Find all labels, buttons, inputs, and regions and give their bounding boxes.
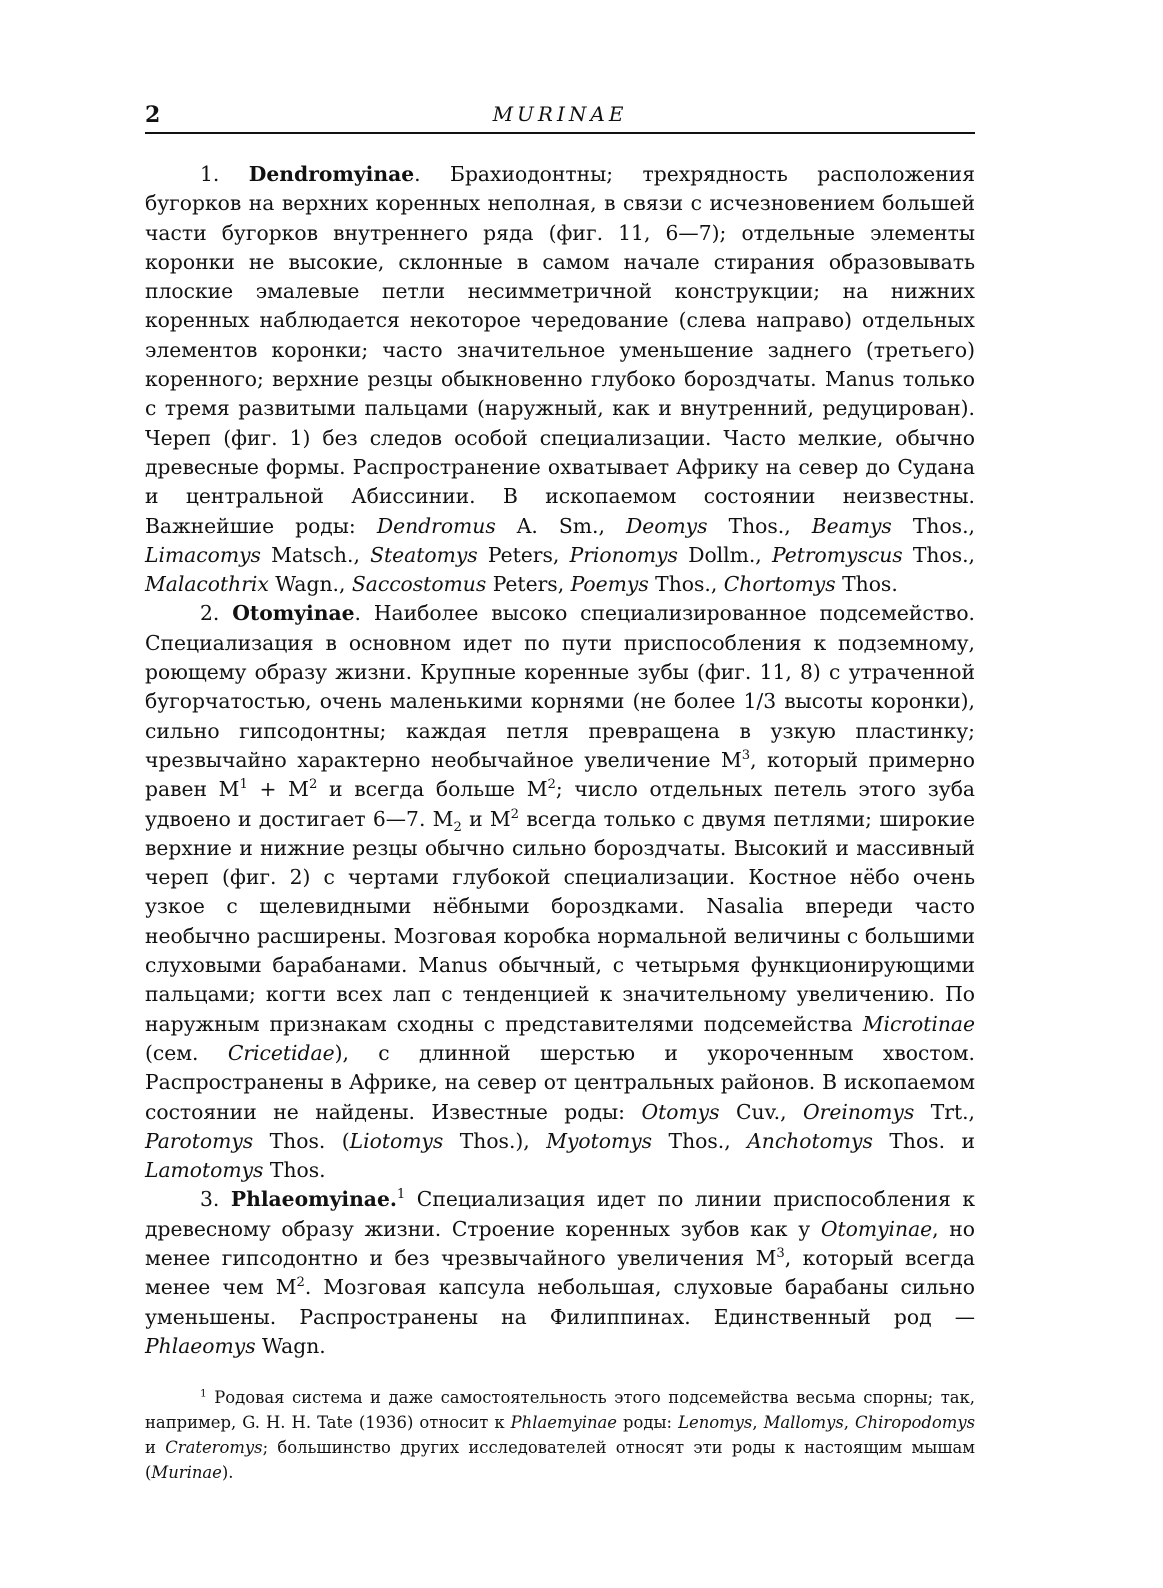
page-header xyxy=(145,98,975,134)
paragraph-text: . Наиболее высоко специализированное подсемейство. Специализация в основном идет по пути приспособления к подземному, роющему образу жизни. Крупные коренные зубы (фиг. 11, 8) с утраченной бугорчатостью, очень маленькими корнями (не более xyxy=(145,601,975,714)
genus-name: Petromyscus xyxy=(771,542,903,567)
body-text xyxy=(145,160,975,1361)
genus-author: Thos., xyxy=(652,1128,748,1153)
genus-name: Phlaeomys xyxy=(145,1333,256,1358)
paragraph-text: , но менее гипсодонтно и без чрезвычайного увеличения M xyxy=(145,1216,976,1270)
footnote-text: роды: xyxy=(617,1413,679,1433)
genus-author: Dollm., xyxy=(677,542,772,567)
paragraph-text: ), с длинной шерстью и укороченным хвостом. Распространены в Африке, на север от центральных районов. В ископаемом состоянии не найдены. Известные роды: xyxy=(145,1040,975,1124)
genus-author: Matsch., xyxy=(260,542,371,567)
section-number: 2. xyxy=(200,601,220,626)
genus-author: A. Sm., xyxy=(495,513,626,538)
footnote-marker: 1 xyxy=(200,1386,207,1400)
superscript: 2 xyxy=(296,1275,305,1291)
paragraph-text: . Мозговая капсула небольшая, слуховые барабаны сильно уменьшены. Распространены на Филиппинах. Единственный род — xyxy=(145,1275,975,1329)
taxon-name: Cricetidae xyxy=(227,1040,335,1065)
genus-name: Poemys xyxy=(570,572,649,597)
taxon-name: Phlaemyinae xyxy=(510,1413,618,1433)
page-number: 2 xyxy=(145,102,161,128)
section-number: 1. xyxy=(200,162,220,186)
footnote-text: ; большинство других исследователей относят эти роды к настоящим мышам ( xyxy=(145,1438,976,1483)
taxon-name: Murinae xyxy=(151,1463,222,1483)
genus-author: Cuv., xyxy=(719,1099,804,1124)
superscript: 1 xyxy=(239,777,248,793)
footnote-text: , xyxy=(752,1413,764,1433)
genus-author: Thos., xyxy=(902,542,975,567)
superscript: 2 xyxy=(308,777,318,793)
paragraph-text: , который примерно равен M xyxy=(145,747,975,802)
subfamily-name: Phlaeomyinae. xyxy=(230,1187,397,1212)
footnotes xyxy=(145,1385,975,1485)
paragraph-text: (сем. xyxy=(145,1040,228,1065)
genus-author: Thos., xyxy=(891,513,975,538)
genus-name: Prionomys xyxy=(569,542,678,567)
subscript: 2 xyxy=(453,819,462,835)
genus-name: Beamys xyxy=(811,513,892,538)
genus-author: Peters, xyxy=(486,572,571,597)
paragraph-text: , который всегда менее чем M xyxy=(145,1245,975,1300)
superscript: 3 xyxy=(776,1246,785,1262)
genus-name: Liotomys xyxy=(349,1128,444,1153)
genus-name: Dendromus xyxy=(376,513,496,538)
paragraph-dendromyinae xyxy=(145,160,975,599)
genus-name: Saccostomus xyxy=(351,572,487,597)
genus-name: Crateromys xyxy=(165,1438,263,1458)
genus-name: Malacothrix xyxy=(145,572,269,597)
genus-author: Thos. xyxy=(835,572,898,597)
genus-name: Steatomys xyxy=(370,542,478,567)
superscript: 2 xyxy=(510,806,520,822)
genus-name: Parotomys xyxy=(145,1128,254,1153)
footnote-marker: 1 xyxy=(396,1187,406,1203)
page xyxy=(145,98,975,1485)
footnote-text: и xyxy=(145,1438,166,1458)
paragraph-text: Специализация идет по линии приспособления к древесному образу жизни. Строение коренных зубов как у xyxy=(145,1187,975,1241)
genus-author: Wagn., xyxy=(268,572,352,597)
genus-name: Lamotomys xyxy=(145,1158,264,1183)
genus-author: Thos., xyxy=(707,513,812,538)
paragraph-phlaeomyinae xyxy=(145,1185,975,1361)
genus-author: Thos. xyxy=(263,1158,326,1183)
genus-name: Lenomys xyxy=(678,1413,753,1433)
paragraph-text: и M xyxy=(461,806,511,831)
footnote-text: ). xyxy=(221,1463,234,1483)
subfamily-name: Dendromyinae xyxy=(248,162,415,186)
genus-author: Thos., xyxy=(648,572,724,597)
genus-name: Anchotomys xyxy=(747,1128,873,1153)
paragraph-otomyinae xyxy=(145,599,975,1185)
paragraph-text: высоты коронки), сильно гипсодонтны; каждая петля превращена в узкую пластинку; чрезвычайно характерно необычайное увеличение M xyxy=(145,689,975,772)
superscript: 3 xyxy=(741,748,751,764)
genus-name: Mallomys xyxy=(763,1413,844,1433)
genus-name: Deomys xyxy=(625,513,708,538)
genus-author: Thos. ( xyxy=(253,1128,350,1153)
subfamily-name: Otomyinae xyxy=(232,601,355,626)
footnote xyxy=(145,1385,975,1485)
paragraph-text: Wagn. xyxy=(255,1333,326,1358)
genus-name: Oreinomys xyxy=(803,1099,915,1124)
paragraph-text: + M xyxy=(247,777,309,802)
genus-author: Thos. и xyxy=(872,1128,975,1153)
genus-name: Otomys xyxy=(641,1099,720,1124)
genus-author: Peters, xyxy=(477,542,570,567)
genus-name: Myotomys xyxy=(546,1128,653,1153)
taxon-name: Microtinae xyxy=(862,1011,975,1036)
fraction: 1/3 xyxy=(743,689,777,714)
genus-name: Chiropodomys xyxy=(855,1413,975,1433)
taxon-name: Otomyinae xyxy=(820,1216,933,1241)
genus-author: Thos.), xyxy=(443,1128,547,1153)
footnote-text: Родовая система и даже самостоятельность этого подсемейства весьма спорны; так, например, G. H. H. Tate (1936) относит к xyxy=(145,1388,975,1433)
section-number: 3. xyxy=(200,1187,220,1212)
paragraph-text: . Брахиодонтны; трехрядность расположения бугорков на верхних коренных неполная, в связи с исчезновением большей части бугорков внутреннего ряда (фиг. 11, 6—7); отдельные элементы коронки не высокие, склонные в самом начале стирания образовывать плоские эмалевые петли несимметричной конструкции; на нижних коренных наблюдается некоторое чередование (слева направо) отдельных элементов коронки; часто значительное уменьшение заднего (третьего) коренного; верхние резцы обыкновенно глубоко бороздчаты. Manus только с тремя развитыми пальцами (наружный, как и внутренний, редуцирован). Череп (фиг. 1) без следов особой специализации. Часто мелкие, обычно древесные формы. Распространение охватывает Африку на север до Судана и центральной Абиссинии. В ископаемом состоянии неизвестны. Важнейшие роды: xyxy=(145,162,975,538)
paragraph-text: всегда только с двумя петлями; широкие верхние и нижние резцы обычно сильно бороздчаты. Высокий и массивный череп (фиг. 2) с чертами глубокой специализации. Костное нёбо очень узкое с щелевидными нёбными бороздками. Nasalia впереди часто необычно расширены. Мозговая коробка нормальной величины с большими слуховыми барабанами. Manus обычный, с четырьмя функционирующими пальцами; когти всех лап с тенденцией к значительному увеличению. По наружным признакам сходны с представителями подсемейства xyxy=(145,806,976,1036)
superscript: 2 xyxy=(547,777,556,793)
paragraph-text: ; число отдельных петель этого зуба удвоено и достигает 6—7. M xyxy=(145,777,975,831)
paragraph-text: и всегда больше M xyxy=(317,777,548,802)
genus-name: Limacomys xyxy=(145,542,261,567)
footnote-text: , xyxy=(843,1413,856,1433)
genus-name: Chortomys xyxy=(723,572,836,597)
running-title: MURINAE xyxy=(492,102,628,126)
genus-author: Trt., xyxy=(914,1099,975,1124)
